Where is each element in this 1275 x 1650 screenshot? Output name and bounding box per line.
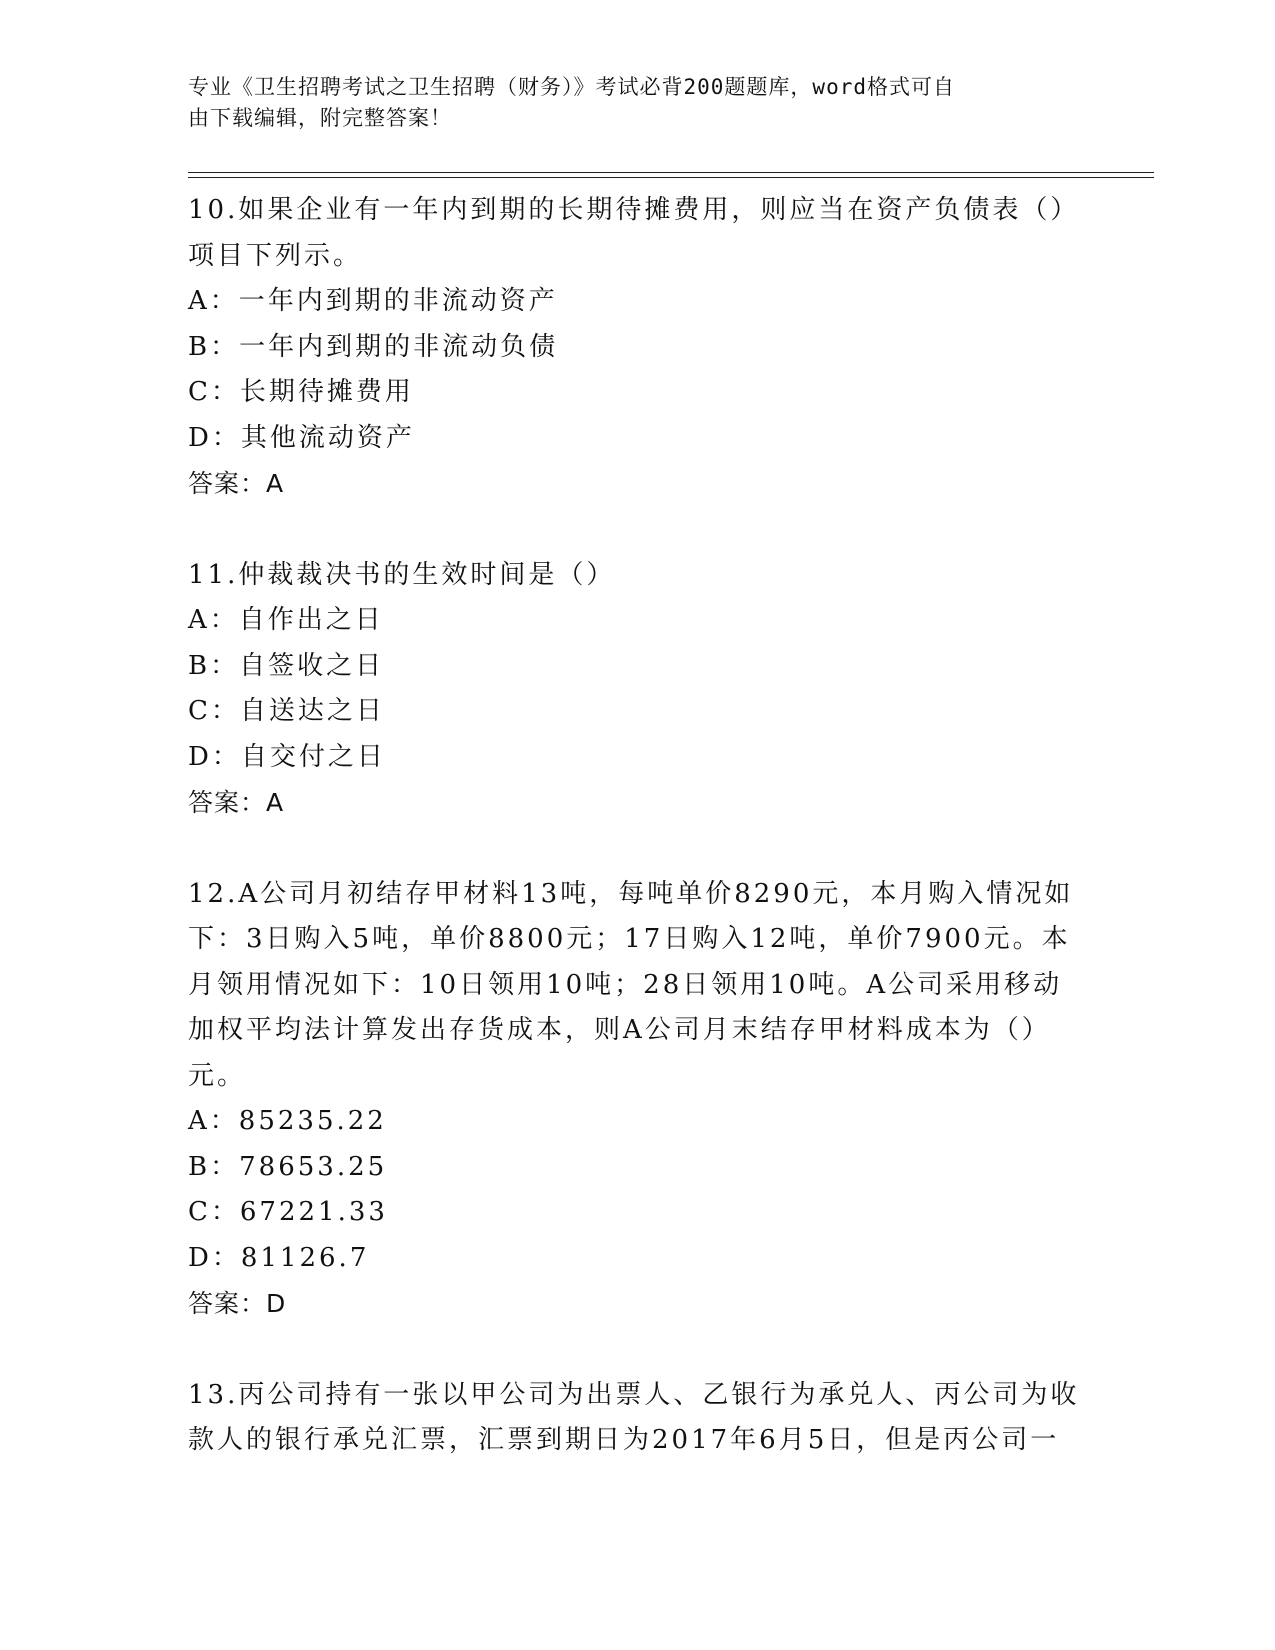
question-text: 11.仲裁裁决书的生效时间是（）: [188, 559, 616, 590]
option-a: A：自作出之日: [188, 605, 384, 635]
option-d: D：其他流动资产: [188, 422, 415, 453]
option-c: C：长期待摊费用: [188, 377, 414, 407]
question-text: 12.A公司月初结存甲材料13吨，每吨单价8290元，本月购入情况如下：3日购入5吨，单价8800元；17日购入12吨，单价7900元。本月领用情况如下：10日领用10吨；28日领用10吨。A公司采用移动加权平均法计算发出存货成本，则A公司月末结存甲材料成本为（）元。: [188, 878, 1074, 1091]
document-header: [188, 72, 1068, 134]
answer: 答案：A: [188, 788, 285, 817]
header-line-1: 专业《卫生招聘考试之卫生招聘（财务）》考试必背200题题库，word格式可自: [188, 75, 955, 99]
question-text: 13.丙公司持有一张以甲公司为出票人、乙银行为承兑人、丙公司为收款人的银行承兑汇票，汇票到期日为2017年6月5日，但是丙公司一: [188, 1379, 1080, 1455]
option-c: C：67221.33: [188, 1197, 388, 1227]
option-a: A：一年内到期的非流动资产: [188, 286, 558, 316]
question-10: [188, 188, 1088, 507]
option-c: C：自送达之日: [188, 696, 385, 726]
option-b: B：自签收之日: [188, 650, 385, 681]
option-b: B：一年内到期的非流动负债: [188, 331, 559, 362]
option-d: D：自交付之日: [188, 741, 386, 772]
answer: 答案：D: [188, 1289, 287, 1318]
question-list: [188, 188, 1088, 1510]
option-a: A：85235.22: [188, 1106, 387, 1136]
question-text: 10.如果企业有一年内到期的长期待摊费用，则应当在资产负债表（）项目下列示。: [188, 195, 1080, 271]
header-line-2: 由下载编辑，附完整答案！: [188, 106, 452, 130]
question-11: [188, 553, 1088, 826]
header-rule-bottom: [188, 177, 1154, 178]
option-b: B：78653.25: [188, 1151, 388, 1182]
answer: 答案：A: [188, 469, 285, 498]
option-d: D：81126.7: [188, 1242, 370, 1273]
question-13: [188, 1373, 1088, 1464]
question-12: [188, 872, 1088, 1327]
header-rule-top: [188, 172, 1154, 173]
